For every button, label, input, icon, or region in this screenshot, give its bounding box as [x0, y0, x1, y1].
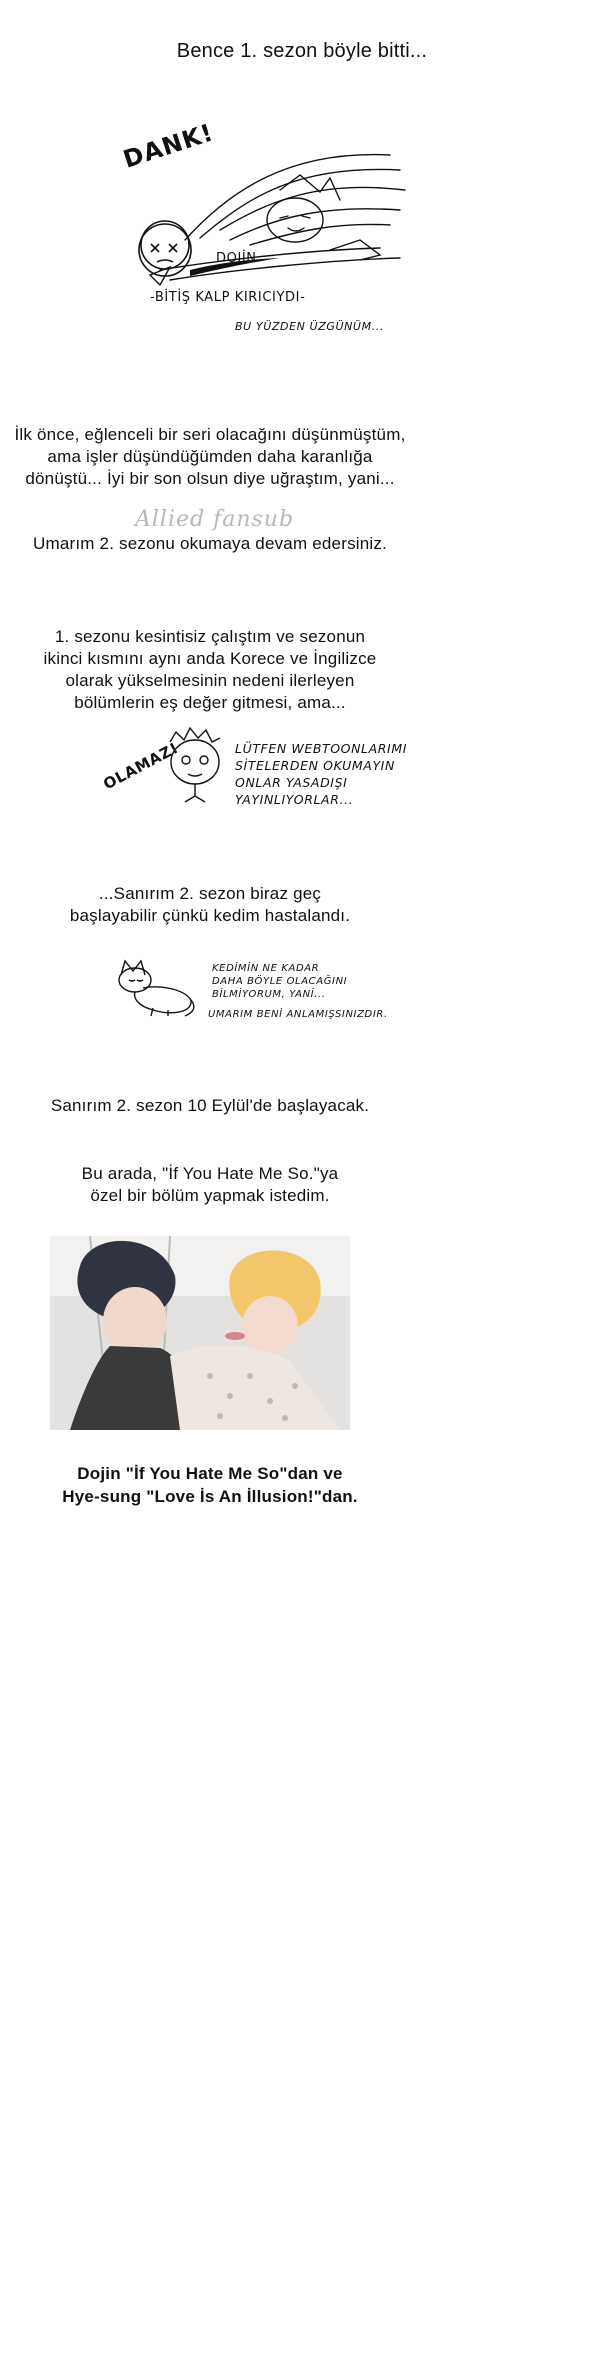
final-credit-line: Dojin "İf You Hate Me So"dan ve: [77, 1464, 343, 1483]
dojin-label: DOJİN: [216, 251, 257, 266]
paragraph-3: [0, 883, 420, 927]
cat-note-2: UMARIM BENİ ANLAMIŞSINIZDIR.: [208, 1009, 388, 1020]
final-credit-line: Hye-sung "Love İs An İllusion!"dan.: [62, 1487, 358, 1506]
hope-text: Umarım 2. sezonu okumaya devam edersiniz.: [32, 534, 387, 553]
sleeping-cat-icon: [113, 950, 203, 1020]
cat-note-line: DAHA BÖYLE OLACAĞINI: [212, 976, 348, 987]
paragraph-1-line: ama işler düşündüğümden daha karanlığa: [47, 447, 373, 466]
paragraph-2: [0, 626, 420, 714]
paragraph-2-line: ikinci kısmını aynı anda Korece ve İngilizce: [43, 649, 377, 668]
cat-note-line: KEDİMİN NE KADAR: [212, 963, 320, 974]
webtoon-note-line: ONLAR YASADIŞI: [235, 775, 348, 790]
shocked-face-illustration: [160, 722, 230, 812]
intro-text: Bence 1. sezon böyle bitti...: [176, 40, 428, 62]
paragraph-4-line: özel bir bölüm yapmak istedim.: [90, 1186, 330, 1205]
final-credit: [0, 1462, 420, 1508]
webtoon-note-line: YAYINLIYORLAR...: [235, 792, 354, 807]
paragraph-2-line: bölümlerin eş değer gitmesi, ama...: [74, 693, 346, 712]
watermark: Allied fansub: [135, 507, 295, 532]
webtoon-note-line: LÜTFEN WEBTOONLARIMI: [235, 741, 408, 756]
cat-note-line: BİLMİYORUM, YANİ...: [212, 989, 326, 1000]
paragraph-3-line: ...Sanırım 2. sezon biraz geç: [98, 884, 322, 903]
paragraph-4-line: Bu arada, "İf You Hate Me So."ya: [81, 1164, 339, 1183]
webtoon-note-line: SİTELERDEN OKUMAYIN: [235, 758, 395, 773]
paragraph-3-line: başlayabilir çünkü kedim hastalandı.: [69, 906, 351, 925]
couple-illustration: [50, 1236, 350, 1430]
paragraph-2-line: olarak yükselmesinin nedeni ilerleyen: [65, 671, 355, 690]
cat-note: [212, 962, 347, 1001]
paragraph-1: [0, 424, 420, 490]
paragraph-4: [0, 1163, 420, 1207]
start-date-text: Sanırım 2. sezon 10 Eylül'de başlayacak.: [50, 1096, 370, 1115]
paragraph-1-line: dönüştü... İyi bir son olsun diye uğraştım, yani...: [25, 469, 395, 488]
olamaz-sfx: OLAMAZ!: [100, 738, 182, 794]
dizzy-face-icon: [135, 220, 195, 280]
paragraph-2-line: 1. sezonu kesintisiz çalıştım ve sezonun: [54, 627, 366, 646]
dank-sfx: DANK!: [119, 118, 218, 174]
paragraph-1-line: İlk önce, eğlenceli bir seri olacağını düşünmüştüm,: [14, 425, 406, 444]
sad-note: BU YÜZDEN ÜZGÜNÜM...: [235, 320, 384, 333]
ending-caption: -BİTİŞ KALP KIRICIYDI-: [150, 290, 306, 305]
webtoon-note: [235, 740, 407, 808]
